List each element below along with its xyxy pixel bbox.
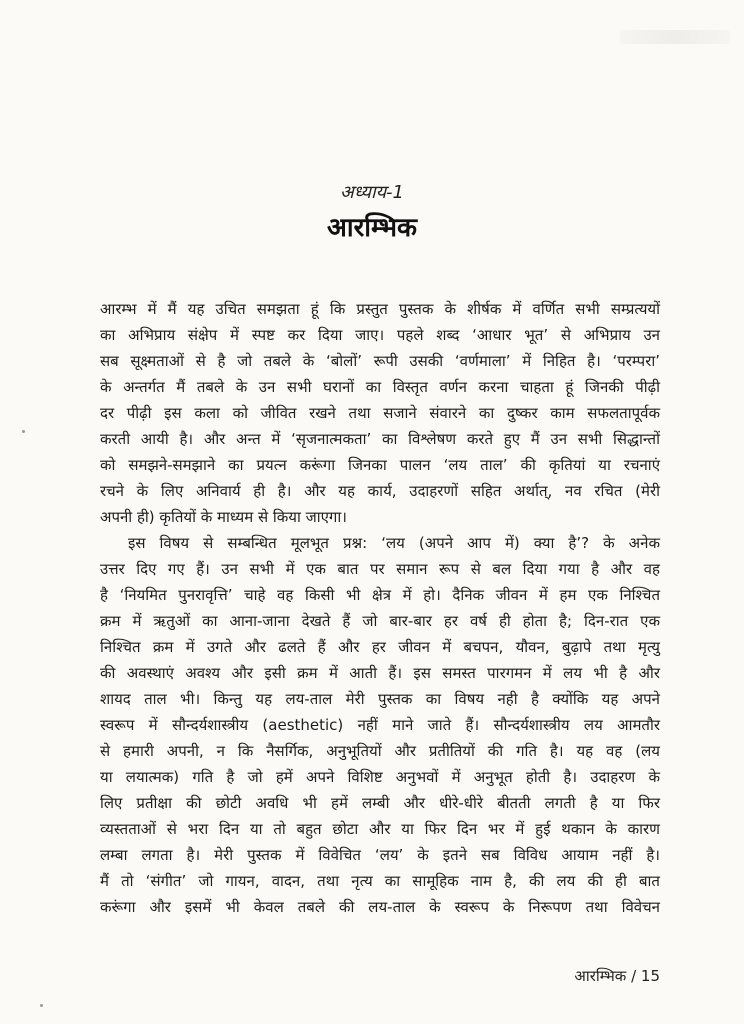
- text-line: के अन्तर्गत मैं तबले के उन सभी घरानों का विस्तृत वर्णन करना चाहता हूं जिनकी पीढ़ी: [100, 378, 660, 396]
- text-line: उत्तर दिए गए हैं। उन सभी में एक बात पर समान रूप से बल दिया गया है और वह: [100, 560, 660, 578]
- text-line: अपनी ही) कृतियों के माध्यम से किया जाएगा।: [100, 508, 347, 526]
- text-line: या लयात्मक) गति है जो हमें अपने विशिष्ट अनुभवों में अनुभूत होती है। उदाहरण के: [100, 768, 660, 786]
- text-line: शायद ताल भी। किन्तु यह लय-ताल मेरी पुस्तक का विषय नही है क्योंकि यह अपने: [100, 690, 660, 708]
- text-line: आरम्भ में मैं यह उचित समझता हूं कि प्रस्तुत पुस्तक के शीर्षक में वर्णित सभी सम्प्रत्ययों: [100, 300, 660, 318]
- text-line: से हमारी अपनी, न कि नैसर्गिक, अनुभूतियों और प्रतीतियों की गति है। यह वह (लय: [100, 742, 660, 760]
- chapter-label: अध्याय-1: [339, 182, 404, 203]
- chapter-title: आरम्भिक: [327, 213, 417, 243]
- text-line: को समझने-समझाने का प्रयत्न करूंगा जिनका पालन ‘लय ताल’ की कृतियां या रचनाएं: [100, 456, 660, 474]
- text-line: दर पीढ़ी इस कला को जीवित रखने तथा सजाने संवारने का दुष्कर काम सफलतापूर्वक: [100, 404, 660, 422]
- text-line: सब सूक्ष्मताओं से है जो तबले के ‘बोलों’ रूपी उसकी ‘वर्णमाला’ में निहित है। ‘परम्परा’: [100, 352, 660, 370]
- text-line: की अवस्थाएं अवश्य और इसी क्रम में आती हैं। इस समस्त पारगमन में लय भी है और: [100, 664, 660, 682]
- text-line: स्वरूप में सौन्दर्यशास्त्रीय (aesthetic) नहीं माने जाते हैं। सौन्दर्यशास्त्रीय लय आमतौर: [100, 716, 660, 734]
- text-line: है ‘नियमित पुनरावृत्ति’ चाहे वह किसी भी क्षेत्र में हो। दैनिक जीवन में हम एक निश्चित: [100, 586, 660, 604]
- text-line: रचने के लिए अनिवार्य ही है। और यह कार्य, उदाहरणों सहित अर्थात्, नव रचित (मेरी: [100, 482, 660, 500]
- text-line: इस विषय से सम्बन्धित मूलभूत प्रश्न: ‘लय (अपने आप में) क्या है’? के अनेक: [128, 534, 660, 552]
- bleed-through-text: [620, 30, 730, 44]
- scan-speck: [22, 430, 25, 433]
- text-line: का अभिप्राय संक्षेप में स्पष्ट कर दिया जाए। पहले शब्द ‘आधार भूत’ से अभिप्राय उन: [100, 326, 660, 344]
- scan-speck: [40, 1004, 43, 1007]
- text-line: करूंगा और इसमें भी केवल तबले की लय-ताल के स्वरूप के निरूपण तथा विवेचन: [100, 898, 660, 916]
- text-line: निश्चित क्रम में उगते और ढलते हैं और हर जीवन में बचपन, यौवन, बुढ़ापे तथा मृत्यु: [100, 638, 660, 656]
- text-line: करती आयी है। और अन्त में ‘सृजनात्मकता’ का विश्लेषण करते हुए मैं उन सभी सिद्धान्तों: [100, 430, 660, 448]
- text-line: लम्बा लगता है। मेरी पुस्तक में विवेचित ‘लय’ के इतने सब विविध आयाम नहीं है।: [100, 846, 660, 864]
- text-line: मैं तो ‘संगीत’ जो गायन, वादन, तथा नृत्य का सामूहिक नाम है, की लय की ही बात: [100, 872, 660, 890]
- text-line: व्यस्तताओं से भरा दिन या तो बहुत छोटा और या फिर दिन भर में हुई थकान के कारण: [100, 820, 660, 838]
- text-line: लिए प्रतीक्षा की छोटी अवधि भी हमें लम्बी और धीरे-धीरे बीतती लगती है या फिर: [100, 794, 660, 812]
- running-footer: आरम्भिक / 15: [574, 967, 660, 985]
- text-line: क्रम में ऋतुओं का आना-जाना देखते हैं जो बार-बार हर वर्ष ही होता है; दिन-रात एक: [100, 612, 660, 630]
- body-text: [100, 296, 660, 920]
